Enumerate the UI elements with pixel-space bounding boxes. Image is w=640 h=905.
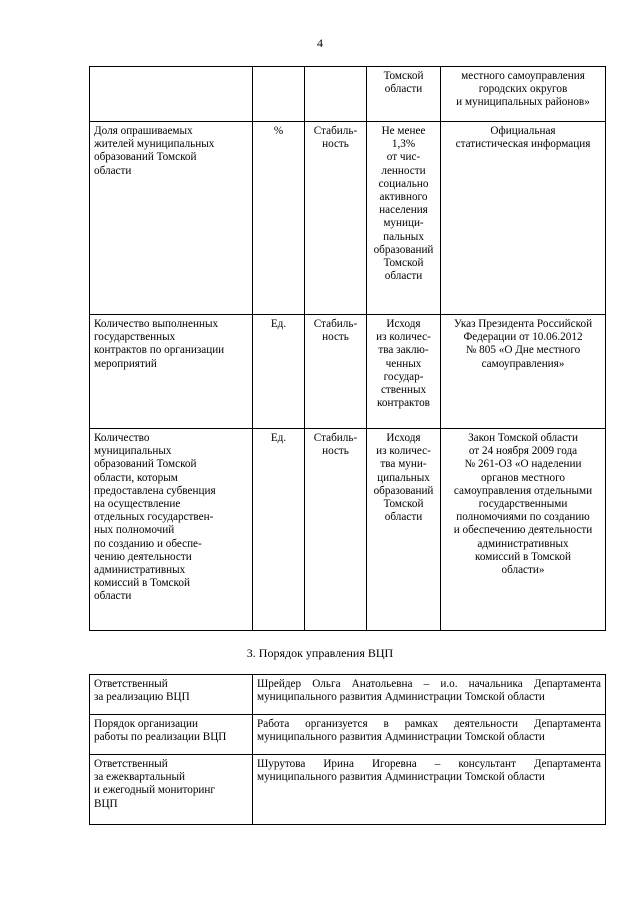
cell-text-line: области [94,164,132,177]
target-cell [367,429,441,631]
cell-text-line: жителей муниципальных [94,138,215,151]
cell-text-line: ципальных [377,471,430,484]
indicator-cell [90,315,253,429]
table-row [90,122,606,315]
indicator-cell [90,67,253,122]
cell-text-line: Порядок организации [94,718,198,730]
source-cell [441,122,606,315]
management-label-cell [90,755,253,825]
cell-text-line: органов местного [480,471,566,484]
cell-text-line: 1,3% [391,138,416,151]
table-row [90,315,606,429]
cell-text-line: комиссий в Томской [475,550,571,563]
management-label-cell [90,675,253,715]
cell-text-line: области [384,83,423,96]
cell-text-line: городских округов [478,83,568,96]
cell-text-line: тва заклю- [378,344,429,357]
unit-cell: % [253,122,305,315]
cell-text-line: ность [322,445,349,458]
cell-text-line: ВЦП [94,797,118,810]
cell-text-line: Исходя [386,318,421,330]
cell-text-line: области [94,590,132,603]
cell-text-line: области [384,511,423,524]
cell-text-line: самоуправления» [481,357,565,370]
cell-text-line: населения [379,204,428,217]
cell-text-line: комиссий в Томской [94,577,190,590]
cell-text-line: Стабиль- [313,432,358,444]
cell-text-line: от 24 ноября 2009 года [468,445,578,458]
management-label-cell [90,715,253,755]
cell-text-line: административных [94,564,186,577]
unit-cell: Ед. [253,315,305,429]
source-cell [441,315,606,429]
cell-text-line: государственными [478,498,568,511]
cell-text-line: из количес- [376,445,431,458]
cell-text-line: предоставлена субвенция [94,484,216,497]
cell-text-line: за реализацию ВЦП [94,691,190,704]
table-row [90,675,606,715]
cell-text-line: образований [373,243,434,256]
cell-text-line: Стабиль- [313,125,358,137]
management-table-body [90,675,606,825]
cell-text-line: на осуществление [94,498,181,511]
cell-text-line: мероприятий [94,357,157,370]
cell-text-line: области [384,270,423,283]
management-table [89,674,606,825]
cell-text-line: Указ Президента Российской [453,318,593,330]
cell-text-line: области, которым [94,471,178,484]
cell-text-line: Томской [383,70,424,82]
cell-text-line: тва муни- [380,458,427,471]
target-cell [367,315,441,429]
cell-text-line: и ежегодный мониторинг [94,784,215,797]
management-value-cell: Шрейдер Ольга Анатольевна – и.о. начальника Департамента муниципального развития Администрации Томской области [253,675,606,715]
type-cell [305,315,367,429]
cell-text-line: государственных [94,331,176,344]
cell-text-line: контрактов по организации [94,344,225,357]
page-number: 4 [317,36,323,50]
cell-text-line: Количество [94,432,150,444]
cell-text-line: статистическая информация [455,138,591,151]
cell-text-line: Не менее [381,125,426,137]
management-value-cell: Работа организуется в рамках деятельности Департамента муниципального развития Администрации Томской области [253,715,606,755]
source-cell [441,67,606,122]
cell-text-line: Закон Томской области [468,432,578,444]
cell-text-line: пальных [383,230,424,243]
cell-text-line: Доля опрашиваемых [94,125,193,137]
cell-text-line: чению деятельности [94,550,192,563]
cell-text-line: Томской [383,257,424,270]
cell-text-line: и обеспечению деятельности [453,524,593,537]
indicator-table-body [90,67,606,631]
table-row [90,67,606,122]
cell-text-line: отдельных государствен- [94,511,214,524]
cell-text-line: Ответственный [94,678,168,690]
cell-text-line: за ежеквартальный [94,771,185,784]
section-title: 3. Порядок управления ВЦП [246,646,394,660]
cell-text-line: образований [373,484,434,497]
table-row [90,429,606,631]
type-cell [305,122,367,315]
cell-text-line: ных полномочий [94,524,175,537]
cell-text-line: ственных [380,384,427,397]
cell-text-line: самоуправления отдельными [453,484,593,497]
cell-text-line: работы по реализации ВЦП [94,731,227,744]
table-row [90,715,606,755]
cell-text-line: Федерации от 10.06.2012 [463,331,583,344]
cell-text-line: полномочиями по созданию [456,511,590,524]
cell-text-line: области» [501,564,545,577]
cell-text-line: местного самоуправления [461,70,585,82]
source-cell [441,429,606,631]
type-cell [305,429,367,631]
cell-text-line: № 805 «О Дне местного [465,344,581,357]
cell-text-line: и муниципальных районов» [456,96,590,109]
cell-text-line: социально [378,177,429,190]
cell-text-line: государ- [383,370,424,383]
cell-text-line: Исходя [386,432,421,444]
table-row [90,755,606,825]
management-value-cell: Шурутова Ирина Игоревна – консультант Департамента муниципального развития Администрации Томской области [253,755,606,825]
cell-text-line: ность [322,138,349,151]
cell-text-line: ченных [385,357,422,370]
cell-text-line: Ответственный [94,758,168,770]
cell-text-line: Томской [383,498,424,511]
cell-text-line: от чис- [386,151,421,164]
target-cell [367,67,441,122]
unit-cell: Ед. [253,429,305,631]
cell-text-line: образований Томской [94,458,197,471]
cell-text-line: Официальная [490,125,556,137]
cell-text-line: образований Томской [94,151,197,164]
indicator-table [89,66,606,631]
cell-text-line: Стабиль- [313,318,358,330]
indicator-cell [90,429,253,631]
cell-text-line: муниципальных [94,445,172,458]
cell-text-line: ленности [381,164,426,177]
cell-text-line: из количес- [376,331,431,344]
type-cell [305,67,367,122]
cell-text-line: № 261-ОЗ «О наделении [464,458,582,471]
cell-text-line: активного [379,191,428,204]
cell-text-line: по созданию и обеспе- [94,537,202,550]
cell-text-line: Количество выполненных [94,318,219,330]
cell-text-line: административных [477,537,569,550]
target-cell [367,122,441,315]
unit-cell [253,67,305,122]
cell-text-line: контрактов [377,397,430,410]
cell-text-line: ность [322,331,349,344]
cell-text-line: муници- [383,217,424,230]
indicator-cell [90,122,253,315]
